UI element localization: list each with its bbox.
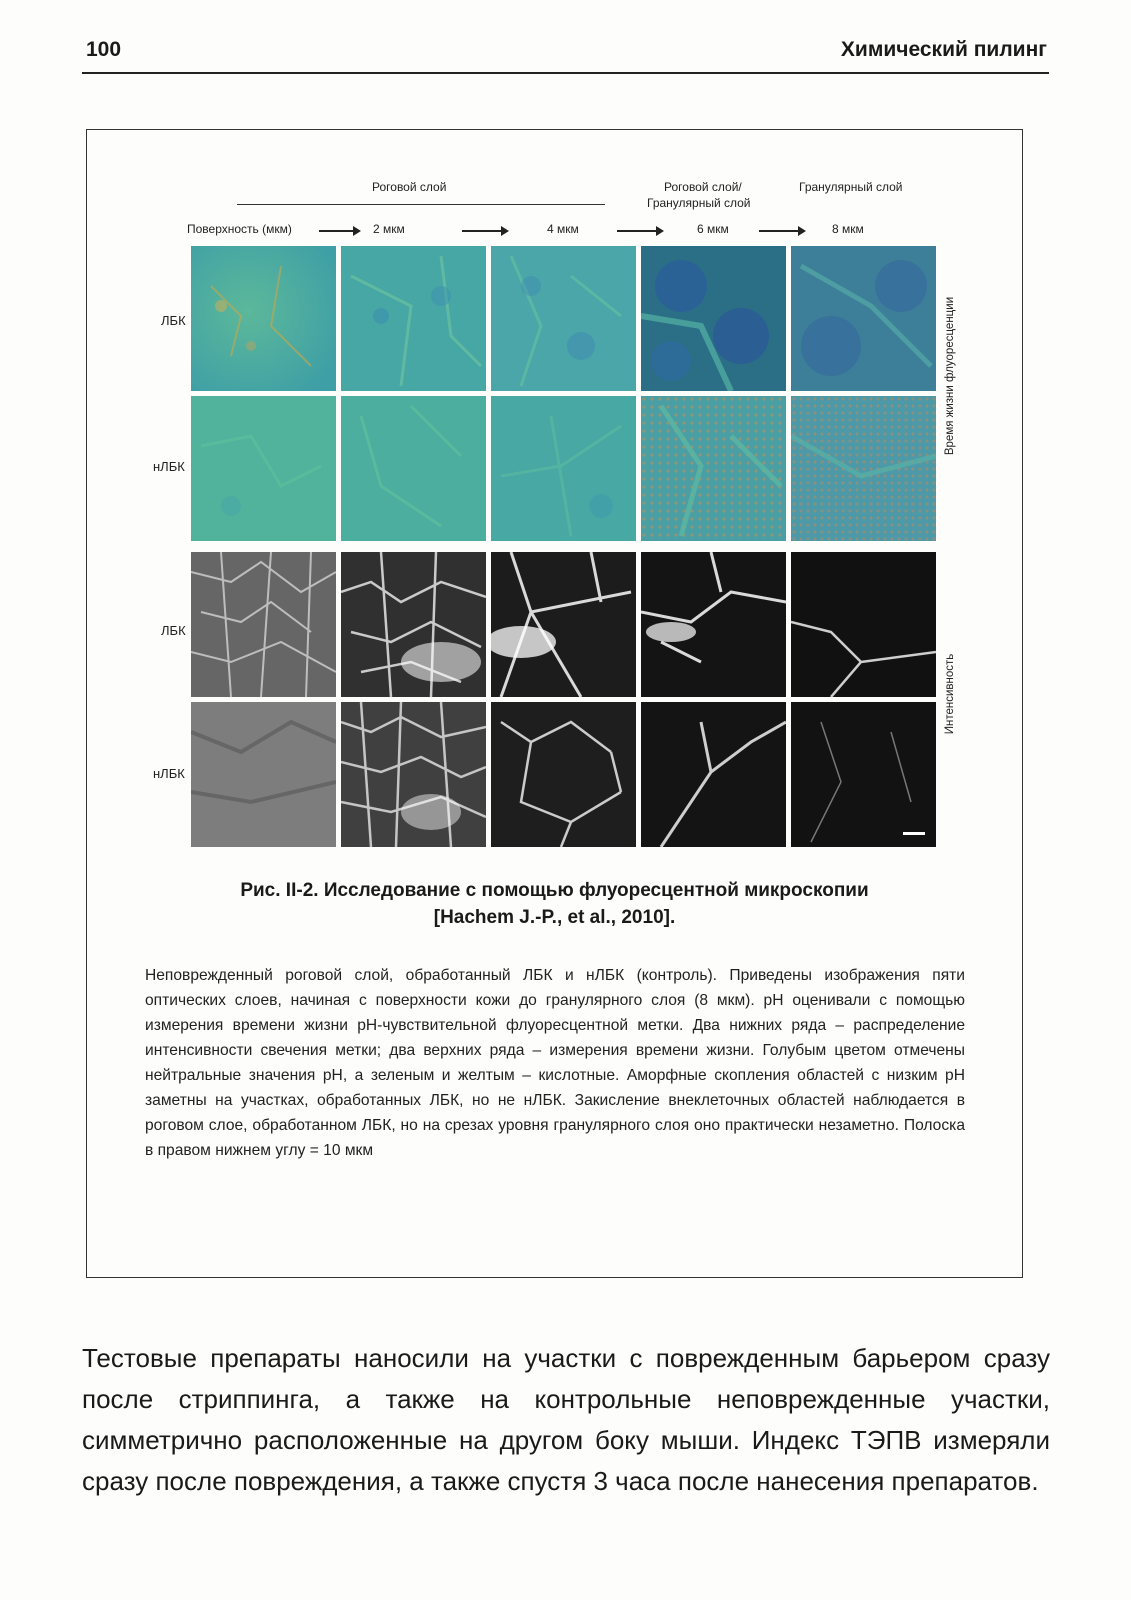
figure-caption-line2: [Hachem J.-P., et al., 2010]. — [433, 907, 676, 928]
micrograph-lbk-8um-lifetime — [791, 246, 936, 391]
micrograph-lbk-2um-lifetime — [341, 246, 486, 391]
depth-label-8um: 8 мкм — [832, 222, 864, 236]
row-label-nlbk-lifetime: нЛБК — [153, 459, 185, 474]
side-label-lifetime: Время жизни флуоресценции — [944, 296, 956, 456]
micrograph-nlbk-2um-lifetime — [341, 396, 486, 541]
arrow-2 — [462, 230, 507, 232]
layer-label-corneum-granular-2: Гранулярный слой — [647, 196, 751, 210]
figure-box — [86, 129, 1023, 1278]
arrow-3 — [617, 230, 662, 232]
page-number: 100 — [86, 38, 122, 61]
body-paragraph-text: Тестовые препараты наносили на участки с поврежденным барьером сразу после стриппинга, а также на контрольные неповрежденные участки, симметрично расположенные на другом боку мыши. Индекс ТЭПВ измеряли сразу после повреждения, а также спустя 3 часа после нанесения препаратов. — [82, 1343, 1050, 1496]
scale-bar — [903, 832, 925, 835]
micrograph-lbk-4um-intensity — [491, 552, 636, 697]
arrow-1 — [319, 230, 359, 232]
layer-label-corneum-granular-1: Роговой слой/ — [664, 180, 742, 194]
corneum-bracket — [237, 204, 605, 205]
micrograph-nlbk-2um-intensity — [341, 702, 486, 847]
micrograph-lbk-8um-intensity — [791, 552, 936, 697]
running-title: Химический пилинг — [840, 38, 1047, 61]
layer-label-corneum: Роговой слой — [372, 180, 447, 194]
micrograph-lbk-0um-lifetime — [191, 246, 336, 391]
micrograph-lbk-4um-lifetime — [491, 246, 636, 391]
arrow-4 — [759, 230, 804, 232]
side-label-intensity: Интенсивность — [944, 653, 956, 735]
row-label-nlbk-intensity: нЛБК — [153, 766, 185, 781]
micrograph-nlbk-0um-lifetime — [191, 396, 336, 541]
depth-label-2um: 2 мкм — [373, 222, 405, 236]
page-header — [82, 36, 1049, 74]
micrograph-lbk-2um-intensity — [341, 552, 486, 697]
micrograph-nlbk-4um-intensity — [491, 702, 636, 847]
body-paragraph — [82, 1338, 1050, 1502]
row-label-lbk-intensity: ЛБК — [161, 623, 186, 638]
micrograph-lbk-6um-intensity — [641, 552, 786, 697]
micrograph-lbk-0um-intensity — [191, 552, 336, 697]
depth-label-4um: 4 мкм — [547, 222, 579, 236]
micrograph-lbk-6um-lifetime — [641, 246, 786, 391]
depth-label-6um: 6 мкм — [697, 222, 729, 236]
micrograph-nlbk-4um-lifetime — [491, 396, 636, 541]
micrograph-nlbk-8um-intensity — [791, 702, 936, 847]
depth-label-surface: Поверхность (мкм) — [187, 222, 292, 236]
micrograph-nlbk-8um-lifetime — [791, 396, 936, 541]
figure-caption-line1: Рис. II-2. Исследование с помощью флуоресцентной микроскопии — [240, 880, 869, 901]
micrograph-nlbk-6um-lifetime — [641, 396, 786, 541]
micrograph-nlbk-0um-intensity — [191, 702, 336, 847]
figure-legend — [145, 963, 965, 1163]
figure-legend-text: Неповрежденный роговой слой, обработанный ЛБК и нЛБК (контроль). Приведены изображения пяти оптических слоев, начиная с поверхности кожи до гранулярного слоя (8 мкм). pH оценивали с помощью измерения времени жизни pH-чувствительной флуоресцентной метки. Два нижних ряда – распределение интенсивности свечения метки; два верхних ряда – измерения времени жизни. Голубым цветом отмечены нейтральные значения pH, а зеленым и желтым – кислотные. Аморфные скопления областей с низким pH заметны на участках, обработанных ЛБК, но не нЛБК. Закисление внеклеточных областей наблюдается в роговом слое, обработанном ЛБК, но на срезах уровня гранулярного слоя оно практически незаметно. Полоска в правом нижнем углу = 10 мкм — [145, 967, 965, 1159]
micrograph-nlbk-6um-intensity — [641, 702, 786, 847]
layer-label-granular: Гранулярный слой — [799, 180, 903, 194]
row-label-lbk-lifetime: ЛБК — [161, 313, 186, 328]
